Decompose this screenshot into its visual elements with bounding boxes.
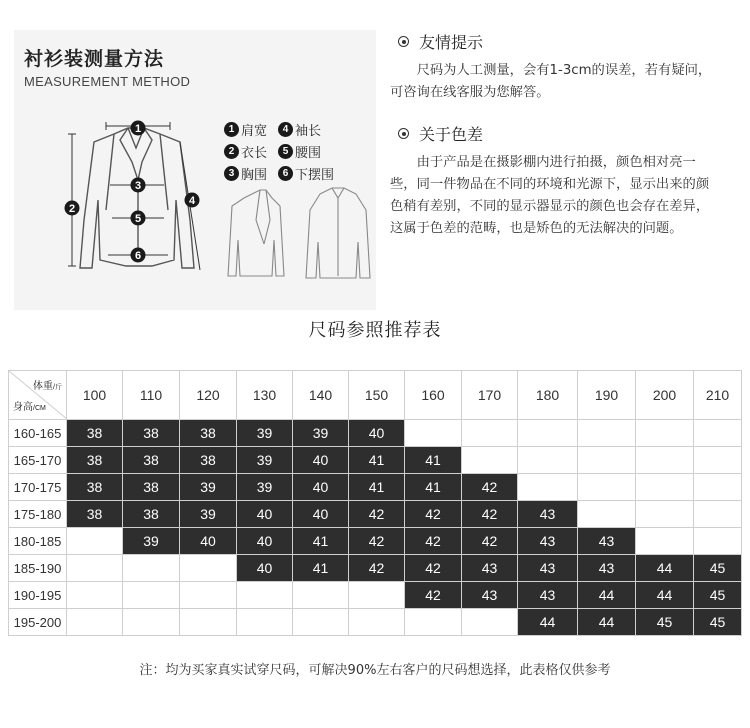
empty-cell (180, 609, 237, 636)
size-cell: 38 (123, 501, 180, 528)
size-cell: 41 (293, 528, 349, 555)
table-row (9, 609, 742, 636)
empty-cell (349, 582, 405, 609)
size-cell: 42 (349, 528, 405, 555)
empty-cell (67, 609, 123, 636)
size-cell: 42 (462, 528, 518, 555)
empty-cell (180, 555, 237, 582)
table-row (9, 474, 742, 501)
weight-header: 110 (123, 371, 180, 420)
legend-item-hem (278, 164, 334, 183)
size-cell: 41 (293, 555, 349, 582)
size-cell: 43 (578, 555, 636, 582)
svg-text:2: 2 (68, 203, 76, 215)
size-cell: 44 (518, 609, 578, 636)
size-cell: 38 (123, 474, 180, 501)
empty-cell (636, 528, 694, 555)
color-diff-heading (398, 122, 483, 145)
weight-header: 140 (293, 371, 349, 420)
empty-cell (462, 420, 518, 447)
size-cell: 45 (694, 609, 742, 636)
size-cell: 40 (237, 501, 293, 528)
size-cell: 40 (180, 528, 237, 555)
weight-header: 150 (349, 371, 405, 420)
empty-cell (636, 474, 694, 501)
legend-number: 4 (278, 122, 293, 137)
size-cell: 38 (180, 420, 237, 447)
table-row (9, 528, 742, 555)
size-reference-table (8, 370, 742, 636)
measurement-panel (14, 30, 376, 310)
empty-cell (462, 609, 518, 636)
size-cell: 39 (180, 474, 237, 501)
empty-cell (694, 447, 742, 474)
legend-label: 胸围 (241, 168, 268, 183)
color-diff-heading-text: 关于色差 (419, 125, 484, 144)
bullet-icon (398, 128, 409, 139)
table-row (9, 420, 742, 447)
table-row (9, 555, 742, 582)
legend-number: 5 (278, 144, 293, 159)
empty-cell (349, 609, 405, 636)
size-cell: 39 (237, 447, 293, 474)
table-header-row (9, 371, 742, 420)
size-cell: 41 (405, 447, 462, 474)
empty-cell (67, 555, 123, 582)
table-corner-cell (9, 371, 67, 420)
size-cell: 40 (293, 501, 349, 528)
empty-cell (518, 420, 578, 447)
size-cell: 45 (636, 609, 694, 636)
empty-cell (694, 420, 742, 447)
empty-cell (694, 501, 742, 528)
svg-text:6: 6 (134, 250, 142, 262)
measurement-title: 衬衫装测量方法 (24, 48, 165, 70)
empty-cell (636, 420, 694, 447)
legend-item-sleeve (278, 120, 321, 139)
empty-cell (636, 447, 694, 474)
table-row (9, 582, 742, 609)
bullet-icon (398, 36, 409, 47)
legend-label: 袖长 (295, 124, 322, 139)
empty-cell (518, 447, 578, 474)
size-cell: 38 (67, 501, 123, 528)
size-cell: 44 (578, 582, 636, 609)
legend-label: 肩宽 (241, 124, 268, 139)
height-range-cell: 195-200 (9, 609, 67, 636)
legend-item-length (224, 142, 267, 161)
weight-header: 210 (694, 371, 742, 420)
empty-cell (293, 609, 349, 636)
size-cell: 41 (349, 474, 405, 501)
empty-cell (518, 474, 578, 501)
empty-cell (123, 609, 180, 636)
size-cell: 42 (405, 555, 462, 582)
empty-cell (67, 582, 123, 609)
size-cell: 42 (405, 582, 462, 609)
legend-label: 衣长 (241, 146, 268, 161)
size-table-title: 尺码参照推荐表 (308, 320, 442, 341)
weight-header: 120 (180, 371, 237, 420)
size-cell: 42 (405, 528, 462, 555)
size-cell: 38 (67, 447, 123, 474)
empty-cell (578, 501, 636, 528)
empty-cell (694, 528, 742, 555)
empty-cell (405, 420, 462, 447)
size-cell: 39 (237, 474, 293, 501)
empty-cell (180, 582, 237, 609)
legend-item-shoulder (224, 120, 267, 139)
empty-cell (237, 609, 293, 636)
size-cell: 43 (462, 582, 518, 609)
weight-header: 200 (636, 371, 694, 420)
legend-label: 下摆围 (295, 168, 335, 183)
size-cell: 43 (518, 528, 578, 555)
friendly-tip-body: 尺码为人工测量，会有1-3cm的误差，若有疑问，可咨询在线客服为您解答。 (390, 63, 712, 100)
size-cell: 42 (462, 474, 518, 501)
size-cell: 44 (636, 582, 694, 609)
weight-header: 100 (67, 371, 123, 420)
size-cell: 45 (694, 555, 742, 582)
empty-cell (405, 609, 462, 636)
legend-number: 6 (278, 166, 293, 181)
table-row (9, 447, 742, 474)
size-cell: 42 (349, 501, 405, 528)
size-cell: 43 (518, 501, 578, 528)
svg-text:3: 3 (134, 180, 142, 192)
size-cell: 43 (518, 582, 578, 609)
empty-cell (636, 501, 694, 528)
height-range-cell: 175-180 (9, 501, 67, 528)
size-cell: 42 (405, 501, 462, 528)
empty-cell (462, 447, 518, 474)
size-cell: 40 (293, 474, 349, 501)
size-cell: 38 (180, 447, 237, 474)
height-range-cell: 160-165 (9, 420, 67, 447)
weight-header: 180 (518, 371, 578, 420)
measurement-subtitle: MEASUREMENT METHOD (24, 74, 191, 89)
size-cell: 41 (349, 447, 405, 474)
svg-text:5: 5 (134, 213, 142, 225)
size-cell: 43 (462, 555, 518, 582)
weight-header: 190 (578, 371, 636, 420)
size-cell: 38 (123, 420, 180, 447)
weight-header: 130 (237, 371, 293, 420)
empty-cell (578, 420, 636, 447)
svg-text:1: 1 (134, 123, 142, 135)
size-cell: 40 (237, 528, 293, 555)
size-cell: 43 (518, 555, 578, 582)
height-range-cell: 180-185 (9, 528, 67, 555)
empty-cell (578, 447, 636, 474)
size-cell: 42 (349, 555, 405, 582)
friendly-tip-heading-text: 友情提示 (419, 33, 484, 52)
size-cell: 43 (578, 528, 636, 555)
size-cell: 40 (237, 555, 293, 582)
empty-cell (578, 474, 636, 501)
size-cell: 42 (462, 501, 518, 528)
size-cell: 39 (237, 420, 293, 447)
friendly-tip-heading (398, 30, 483, 53)
size-cell: 38 (123, 447, 180, 474)
corner-weight-label: 体重/斤 (33, 381, 62, 392)
empty-cell (123, 582, 180, 609)
table-footnote: 注：均为买家真实试穿尺码，可解决90%左右客户的尺码想选择，此表格仅供参考 (139, 663, 611, 678)
legend-number: 3 (224, 166, 239, 181)
table-row (9, 501, 742, 528)
legend-number: 1 (224, 122, 239, 137)
empty-cell (237, 582, 293, 609)
empty-cell (694, 474, 742, 501)
weight-header: 160 (405, 371, 462, 420)
table-body (9, 420, 742, 636)
corner-height-label: 身高/CM (13, 402, 46, 413)
height-range-cell: 170-175 (9, 474, 67, 501)
empty-cell (123, 555, 180, 582)
height-range-cell: 165-170 (9, 447, 67, 474)
legend-item-waist (278, 142, 321, 161)
weight-header: 170 (462, 371, 518, 420)
size-cell: 38 (67, 420, 123, 447)
size-cell: 39 (123, 528, 180, 555)
size-cell: 44 (636, 555, 694, 582)
legend-number: 2 (224, 144, 239, 159)
size-cell: 41 (405, 474, 462, 501)
size-cell: 44 (578, 609, 636, 636)
color-diff-body: 由于产品是在摄影棚内进行拍摄，颜色相对亮一些，同一件物品在不同的环境和光源下，显示出来的颜色稍有差别，不同的显示器显示的颜色也会存在差异，这属于色差的范畴，也是矫色的无法解决的问题。 (390, 155, 710, 236)
empty-cell (293, 582, 349, 609)
size-cell: 40 (349, 420, 405, 447)
size-cell: 38 (67, 474, 123, 501)
svg-text:4: 4 (188, 195, 196, 207)
height-range-cell: 185-190 (9, 555, 67, 582)
size-cell: 40 (293, 447, 349, 474)
empty-cell (67, 528, 123, 555)
size-cell: 39 (180, 501, 237, 528)
size-cell: 39 (293, 420, 349, 447)
legend-item-chest (224, 164, 267, 183)
legend-label: 腰围 (295, 146, 322, 161)
height-range-cell: 190-195 (9, 582, 67, 609)
size-cell: 45 (694, 582, 742, 609)
